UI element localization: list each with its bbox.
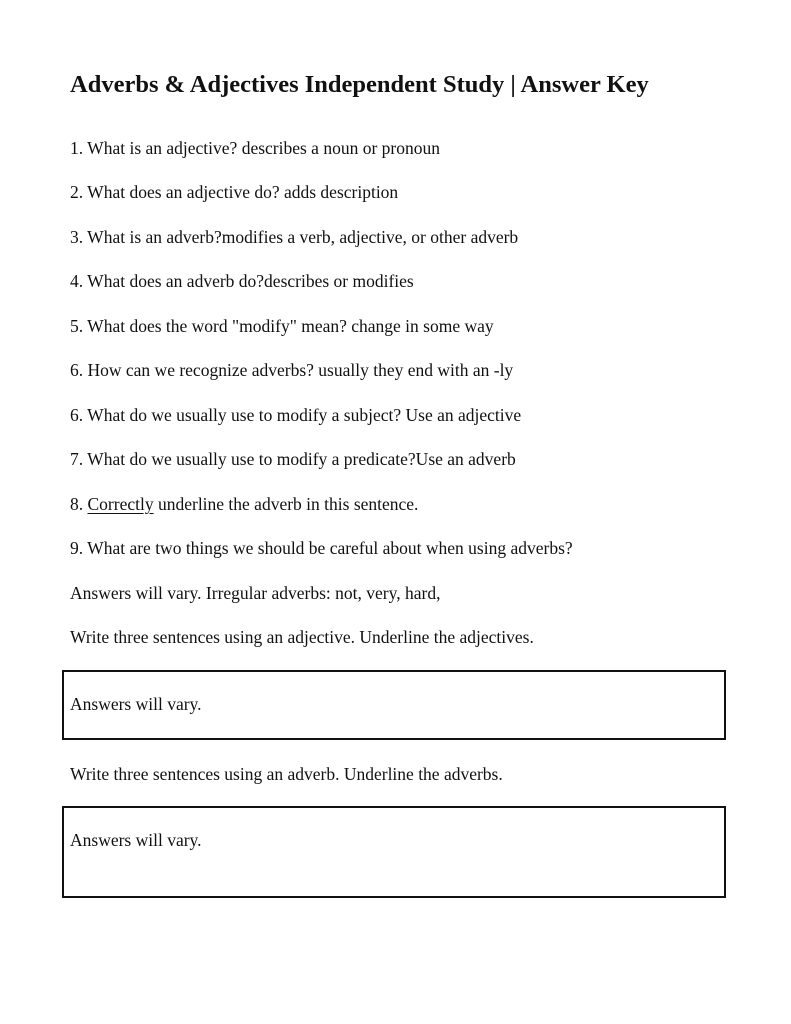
adjective-prompt: Write three sentences using an adjective. Underline the adjectives. <box>70 627 534 647</box>
question-9-answer: Answers will vary. Irregular adverbs: not, very, hard, <box>70 583 441 603</box>
page-title: Adverbs & Adjectives Independent Study | Answer Key <box>70 71 649 98</box>
question-9: 9. What are two things we should be careful about when using adverbs? <box>70 538 573 558</box>
adjective-answer-box[interactable] <box>62 670 726 740</box>
adverb-answer-box[interactable] <box>62 806 726 898</box>
question-3: 3. What is an adverb?modifies a verb, adjective, or other adverb <box>70 227 519 247</box>
question-6a: 6. How can we recognize adverbs? usually they end with an -ly <box>70 360 514 380</box>
adverb-answer-text: Answers will vary. <box>70 830 202 850</box>
question-7: 7. What do we usually use to modify a predicate?Use an adverb <box>70 449 516 469</box>
underlined-adverb: Correctly <box>87 494 154 514</box>
adjective-answer-text: Answers will vary. <box>70 694 202 714</box>
question-2: 2. What does an adjective do? adds description <box>70 182 399 202</box>
question-8-prefix: 8. <box>70 494 88 514</box>
question-5: 5. What does the word "modify" mean? change in some way <box>70 316 494 336</box>
question-8 <box>70 493 418 515</box>
question-6b: 6. What do we usually use to modify a subject? Use an adjective <box>70 405 522 425</box>
question-8-rest: underline the adverb in this sentence. <box>153 494 419 514</box>
question-4: 4. What does an adverb do?describes or modifies <box>70 271 414 291</box>
question-1: 1. What is an adjective? describes a noun or pronoun <box>70 138 440 158</box>
adverb-prompt: Write three sentences using an adverb. Underline the adverbs. <box>70 764 503 784</box>
